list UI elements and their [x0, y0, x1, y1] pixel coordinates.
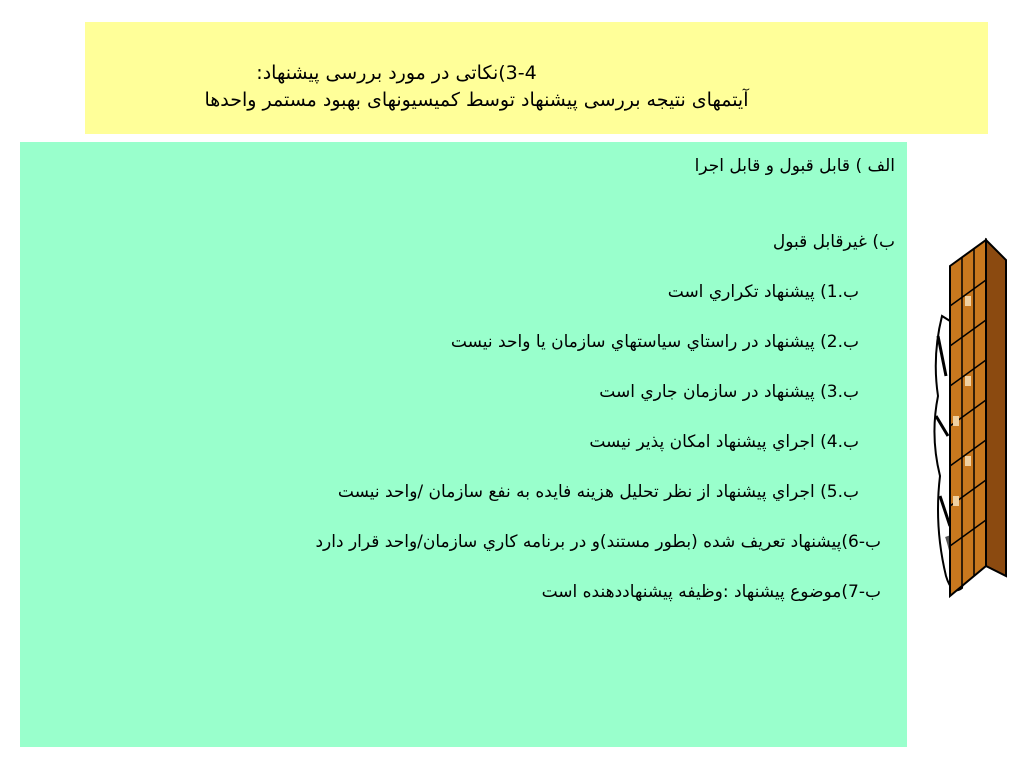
slide-title-line2: آیتمهای نتیجه بررسی پیشنهاد توسط کمیسیونهای بهبود مستمر واحدها: [204, 89, 749, 111]
section-a-accepted: الف ) قابل قبول و قابل اجرا: [694, 156, 895, 176]
spacer: [20, 404, 895, 430]
spacer: [20, 204, 895, 230]
slide-title-line1: 3-4)نکاتی در مورد بررسی پیشنهاد:: [256, 62, 537, 84]
spacer: [20, 304, 895, 330]
spacer: [20, 178, 895, 204]
spacer: [20, 254, 895, 280]
b-item-3: ب.3) پيشنهاد در سازمان جاري است: [599, 382, 859, 402]
filing-cabinet-icon: [928, 236, 1008, 606]
b-item-5: ب.5) اجراي پيشنهاد از نظر تحليل هزينه فايده به نفع سازمان /واحد نيست: [337, 482, 859, 502]
spacer: [20, 454, 895, 480]
b-item-4: ب.4) اجراي پيشنهاد امکان پذير نيست: [589, 432, 859, 452]
content-box: [20, 142, 907, 747]
slide-title-box: [85, 22, 988, 134]
b-item-1: ب.1) پيشنهاد تکراري است: [667, 282, 859, 302]
spacer: [20, 354, 895, 380]
b-item-2: ب.2) پيشنهاد در راستاي سياستهاي سازمان يا واحد نيست: [450, 332, 859, 352]
b-item-6: ب-6)پيشنهاد تعريف شده (بطور مستند)و در برنامه کاري سازمان/واحد قرار دارد: [315, 532, 881, 552]
b-item-7: ب-7)موضوع پيشنهاد :وظيفه پيشنهاددهنده است: [541, 582, 881, 602]
spacer: [20, 504, 895, 530]
section-b-rejected: ب) غیرقابل قبول: [772, 232, 895, 252]
spacer: [20, 554, 895, 580]
